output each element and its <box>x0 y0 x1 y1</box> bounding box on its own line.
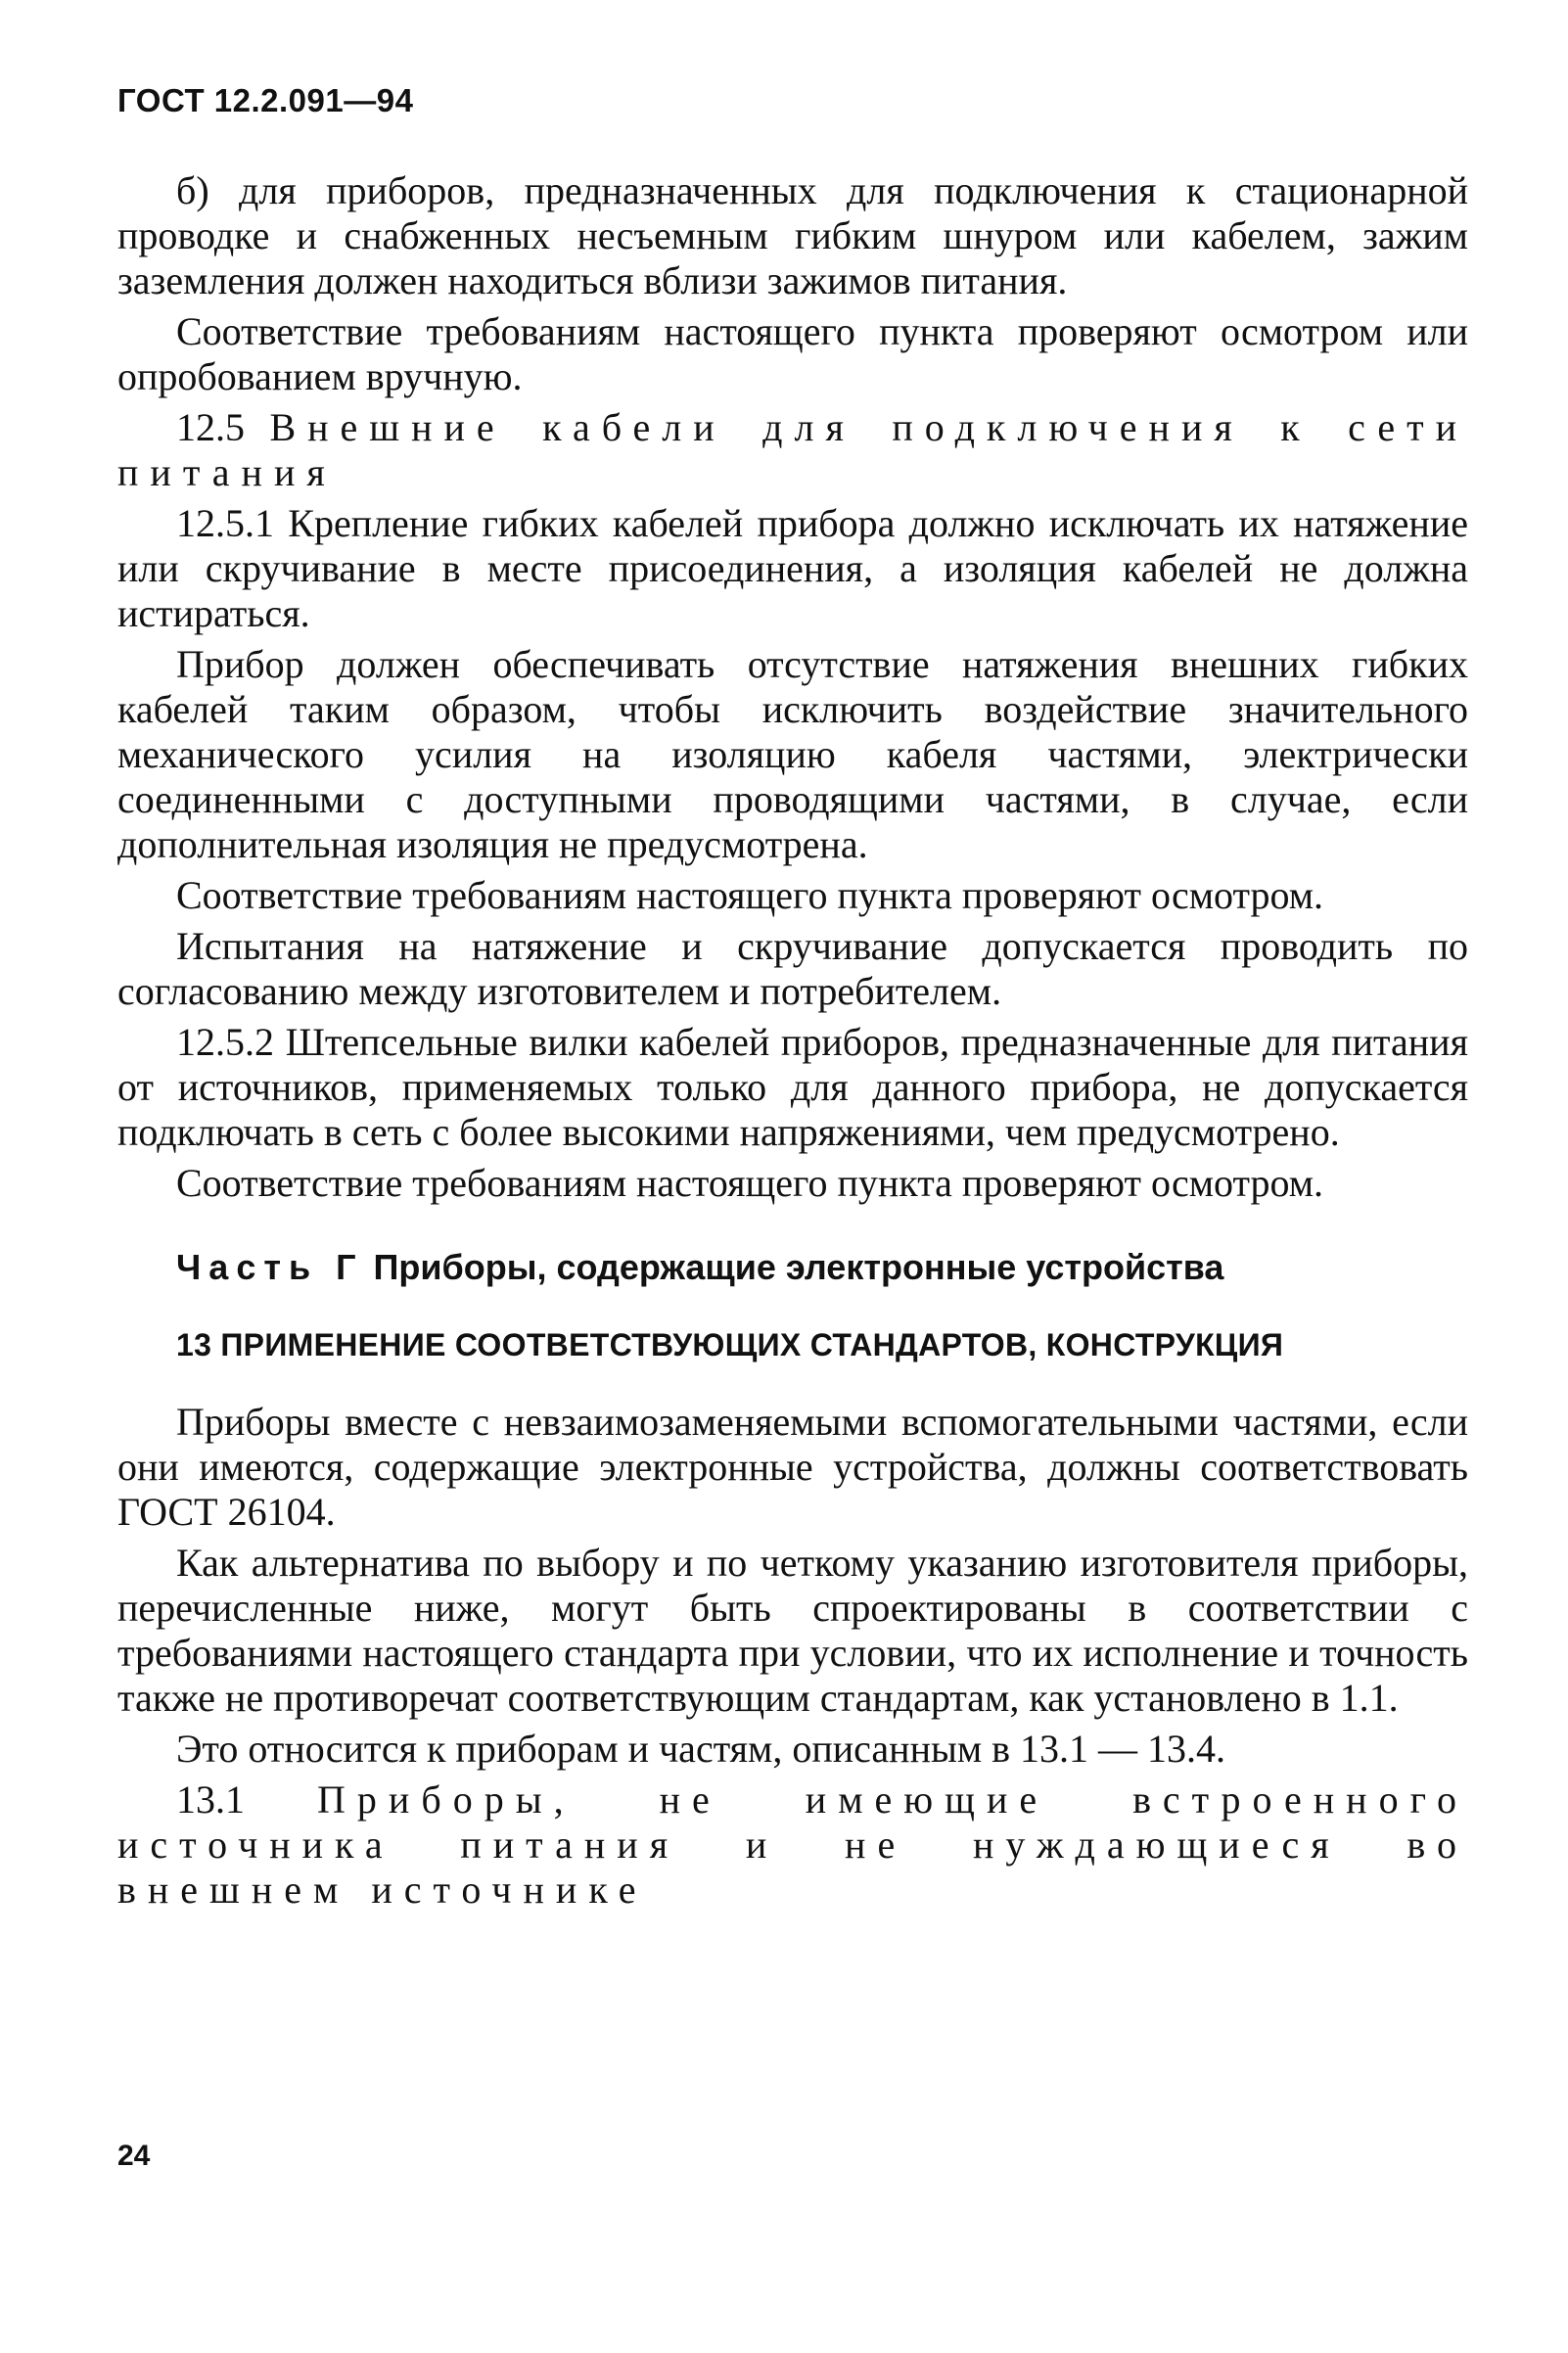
part-label: Часть Г <box>176 1247 364 1287</box>
section-number: 12.5 <box>176 405 245 449</box>
document-header: ГОСТ 12.2.091—94 <box>117 82 414 118</box>
paragraph-power-terminals: б) для приборов, предназначенных для подключения к стационарной проводке и снабженных несъемным гибким шнуром или кабелем, зажим заземления должен находиться вблизи зажимов питания. <box>117 168 1468 302</box>
paragraph-12-5-1: 12.5.1 Крепление гибких кабелей прибора должно исключать их натяжение или скручивание в месте присоединения, а изоляция кабелей не должна истираться. <box>117 501 1468 635</box>
paragraph-electronic-devices: Приборы вместе с невзаимозаменяемыми вспомогательными частями, если они имеются, содержащие электронные устройства, должны соответствовать ГОСТ 26104. <box>117 1400 1468 1534</box>
paragraph-tests: Испытания на натяжение и скручивание допускается проводить по согласованию между изготовителем и потребителем. <box>117 924 1468 1013</box>
section-title-spaced: Внешние кабели для подключения к сети питания <box>117 405 1469 494</box>
spacer <box>117 1290 1468 1323</box>
paragraph-12-5-2: 12.5.2 Штепсельные вилки кабелей приборов, предназначенные для питания от источников, применяемых только для данного прибора, не допускается подключать в сеть с более высокими напряжениями, чем предусмотрено. <box>117 1020 1468 1154</box>
document-body <box>117 168 1468 1918</box>
section-13-1-heading <box>117 1777 1468 1913</box>
paragraph-inspection-note: Соответствие требованиям настоящего пункта проверяют осмотром. <box>176 873 1324 917</box>
section-title-spaced: Приборы, не имеющие встроенного источника питания и не нуждающиеся во внешнем источнике <box>117 1777 1468 1912</box>
part-heading <box>117 1245 1468 1290</box>
paragraph-alternative: Как альтернатива по выбору и по четкому указанию изготовителя приборы, перечисленные ниже, могут быть спроектированы в соответствии с требованиями настоящего стандарта при условии, что их исполнение и точность также не противоречат соответствующим стандартам, как установлено в 1.1. <box>117 1541 1468 1720</box>
paragraph-scope: Это относится к приборам и частям, описанным в 13.1 — 13.4. <box>176 1727 1226 1771</box>
paragraph-inspection-note: Соответствие требованиям настоящего пункта проверяют осмотром или опробованием вручную. <box>117 309 1468 398</box>
section-12-5-heading <box>117 405 1468 495</box>
section-number: 13.1 <box>176 1777 245 1822</box>
section-13-heading: 13 ПРИМЕНЕНИЕ СООТВЕТСТВУЮЩИХ СТАНДАРТОВ, КОНСТРУКЦИЯ <box>176 1327 1284 1362</box>
paragraph-inspection-note: Соответствие требованиям настоящего пункта проверяют осмотром. <box>176 1161 1324 1205</box>
spacer <box>117 1366 1468 1400</box>
part-title: Приборы, содержащие электронные устройства <box>373 1247 1224 1287</box>
paragraph-cable-strain: Прибор должен обеспечивать отсутствие натяжения внешних гибких кабелей таким образом, чтобы исключить воздействие значительного механического усилия на изоляцию кабеля частями, электрически соединенными с доступными проводящими частями, в случае, если дополнительная изоляция не предусмотрена. <box>117 642 1468 866</box>
page-number: 24 <box>117 2140 151 2172</box>
spacer <box>117 1212 1468 1245</box>
